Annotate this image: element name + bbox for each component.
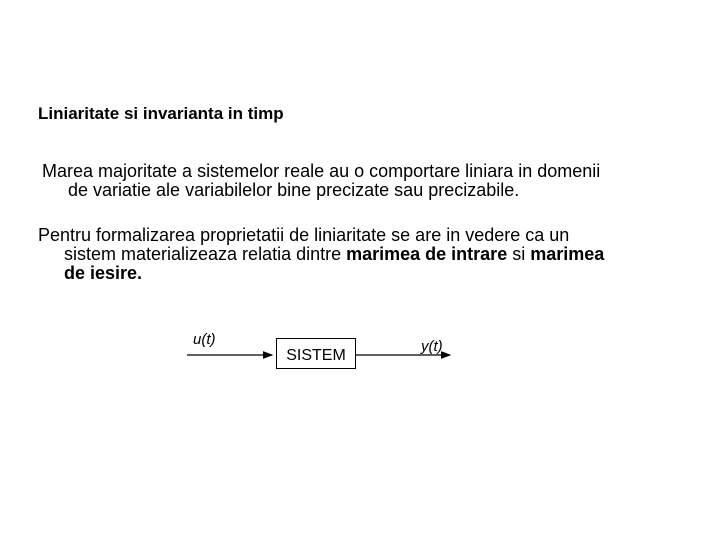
- system-block: SISTEM: [276, 338, 356, 369]
- input-term: marimea de intrare: [346, 244, 508, 264]
- paragraph-2-text: sistem materializeaza relatia dintre: [64, 244, 347, 264]
- output-label: y(t): [421, 338, 443, 355]
- paragraph-1-line-1: Marea majoritate a sistemelor reale au o comportare liniara in domenii: [42, 161, 601, 181]
- input-label: u(t): [193, 331, 216, 348]
- conjunction-text: si: [507, 244, 531, 264]
- paragraph-2: [38, 226, 678, 283]
- paragraph-2-line-3: [38, 264, 678, 283]
- output-term-part1: marimea: [530, 244, 605, 264]
- paragraph-1-line-2: de variatie ale variabilelor bine precizate sau precizabile.: [68, 180, 520, 200]
- paragraph-1: [42, 162, 702, 200]
- slide-title: Liniaritate si invarianta in timp: [38, 104, 284, 123]
- output-term-part2: de iesire.: [64, 263, 143, 283]
- paragraph-2-line-2: [38, 245, 678, 264]
- paragraph-2-line-1: Pentru formalizarea proprietatii de liniaritate se are in vedere ca un: [38, 225, 570, 245]
